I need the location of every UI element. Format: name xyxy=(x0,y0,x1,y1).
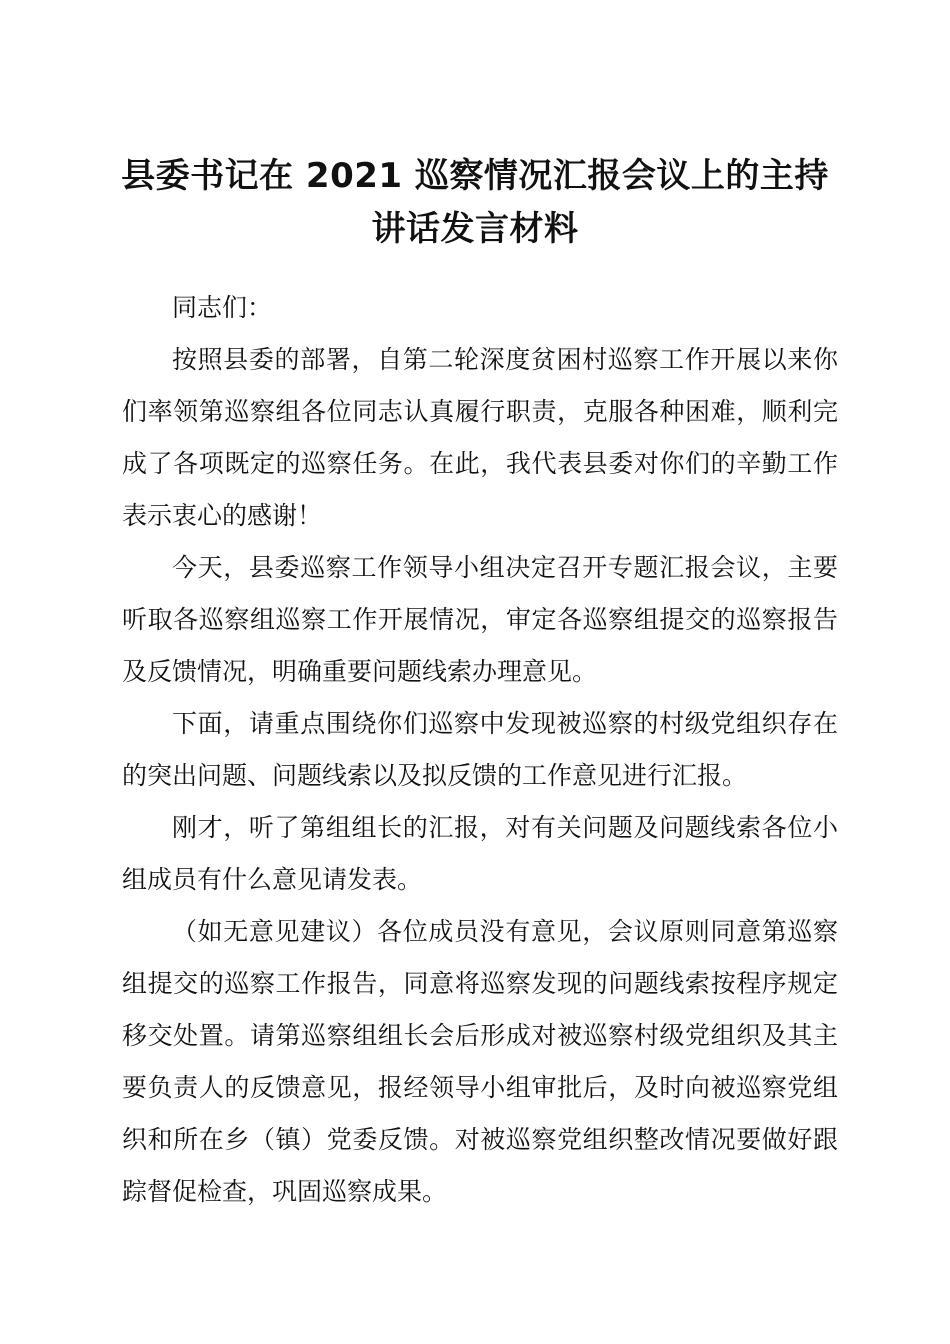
document-body xyxy=(122,282,838,1218)
paragraph-thanks: 按照县委的部署，自第二轮深度贫困村巡察工作开展以来你们率领第巡察组各位同志认真履行职责，克服各种困难，顺利完成了各项既定的巡察任务。在此，我代表县委对你们的辛勤工作表示衷心的感谢！ xyxy=(122,345,838,530)
paragraph-salutation: 同志们： xyxy=(172,293,273,322)
paragraph-meeting-purpose: 今天，县委巡察工作领导小组决定召开专题汇报会议，主要听取各巡察组巡察工作开展情况，审定各巡察组提交的巡察报告及反馈情况，明确重要问题线索办理意见。 xyxy=(122,553,838,686)
paragraph-report-request: 下面，请重点围绕你们巡察中发现被巡察的村级党组织存在的突出问题、问题线索以及拟反馈的工作意见进行汇报。 xyxy=(122,709,838,790)
paragraph-opinions: 刚才，听了第组组长的汇报，对有关问题及问题线索各位小组成员有什么意见请发表。 xyxy=(122,813,838,894)
title-line-2: 讲话发言材料 xyxy=(371,209,579,249)
document-title xyxy=(100,150,850,256)
title-line-1: 县委书记在 2021 巡察情况汇报会议上的主持 xyxy=(121,156,829,196)
paragraph-conclusion: （如无意见建议）各位成员没有意见，会议原则同意第巡察组提交的巡察工作报告，同意将巡察发现的问题线索按程序规定移交处置。请第巡察组组长会后形成对被巡察村级党组织及其主要负责人的反馈意见，报经领导小组审批后，及时向被巡察党组织和所在乡（镇）党委反馈。对被巡察党组织整改情况要做好跟踪督促检查，巩固巡察成果。 xyxy=(122,917,838,1206)
